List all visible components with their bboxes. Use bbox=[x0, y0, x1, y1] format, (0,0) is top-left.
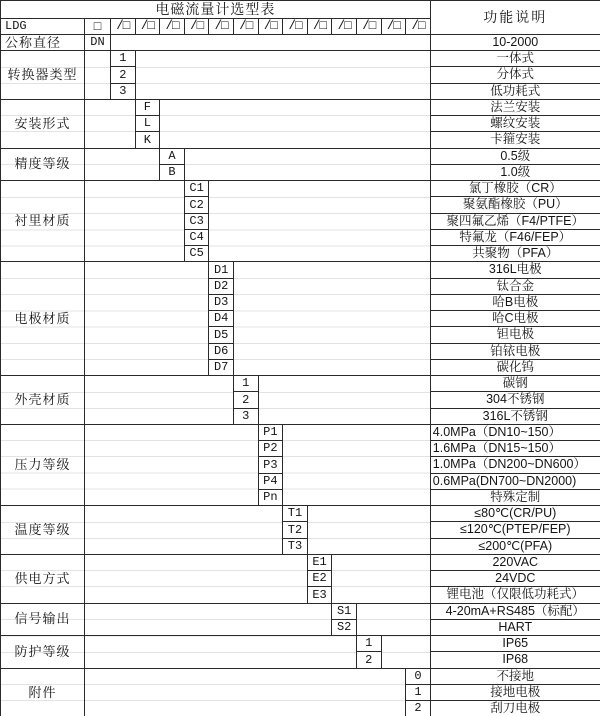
spacer-cell bbox=[85, 376, 234, 425]
option-desc: 4.0MPa（DN10~150） bbox=[430, 424, 600, 440]
option-code: 0 bbox=[406, 668, 431, 684]
option-desc: 钛合金 bbox=[430, 278, 600, 294]
spacer-cell bbox=[209, 181, 430, 262]
option-code: 1 bbox=[356, 636, 381, 652]
option-desc: 卡箍安装 bbox=[430, 132, 600, 148]
option-code: 1 bbox=[233, 376, 258, 392]
option-desc: 1.0MPa（DN200~DN600） bbox=[430, 457, 600, 473]
option-code: B bbox=[160, 164, 185, 180]
option-code: P3 bbox=[258, 457, 283, 473]
model-slash-box: /□ bbox=[135, 18, 160, 34]
option-code: 2 bbox=[406, 701, 431, 716]
option-desc: 螺纹安装 bbox=[430, 116, 600, 132]
option-code: C3 bbox=[184, 213, 209, 229]
option-desc: 特殊定制 bbox=[430, 489, 600, 505]
option-code: D7 bbox=[209, 359, 234, 375]
spacer-cell bbox=[258, 376, 430, 425]
model-slash-box: /□ bbox=[381, 18, 406, 34]
option-code: D6 bbox=[209, 343, 234, 359]
option-desc: 24VDC bbox=[430, 571, 600, 587]
option-row bbox=[1, 554, 600, 570]
option-desc: 1.6MPa（DN15~150） bbox=[430, 441, 600, 457]
option-code: E1 bbox=[307, 554, 332, 570]
option-desc: 316L不锈钢 bbox=[430, 408, 600, 424]
option-code: K bbox=[135, 132, 160, 148]
spacer-cell bbox=[307, 506, 430, 555]
option-code: C4 bbox=[184, 229, 209, 245]
option-code: D2 bbox=[209, 278, 234, 294]
option-code: Pn bbox=[258, 489, 283, 505]
option-desc: 一体式 bbox=[430, 51, 600, 67]
spacer-cell bbox=[85, 99, 136, 148]
option-desc: 铂铱电极 bbox=[430, 343, 600, 359]
option-code: P2 bbox=[258, 441, 283, 457]
spacer-cell bbox=[184, 148, 430, 181]
option-desc: 哈B电极 bbox=[430, 294, 600, 310]
option-row bbox=[1, 668, 600, 684]
option-row bbox=[1, 376, 600, 392]
page-title: 电磁流量计选型表 bbox=[1, 1, 431, 19]
option-desc: 4-20mA+RS485（标配） bbox=[430, 603, 600, 619]
option-desc: IP65 bbox=[430, 636, 600, 652]
category-label: 温度等级 bbox=[1, 506, 85, 555]
option-row bbox=[1, 99, 600, 115]
model-slash-box: /□ bbox=[332, 18, 357, 34]
model-slash-box: /□ bbox=[356, 18, 381, 34]
option-desc: 0.6MPa(DN700~DN2000) bbox=[430, 473, 600, 489]
option-desc: 接地电极 bbox=[430, 684, 600, 700]
option-desc: 共聚物（PFA） bbox=[430, 246, 600, 262]
option-code: C1 bbox=[184, 181, 209, 197]
option-code: D1 bbox=[209, 262, 234, 278]
option-code: T3 bbox=[283, 538, 308, 554]
option-code: 2 bbox=[233, 392, 258, 408]
option-code: T1 bbox=[283, 506, 308, 522]
model-slash-box: /□ bbox=[209, 18, 234, 34]
spacer-cell bbox=[111, 34, 431, 50]
title-row bbox=[1, 1, 600, 19]
option-code: C5 bbox=[184, 246, 209, 262]
option-row bbox=[1, 603, 600, 619]
category-label: 安装形式 bbox=[1, 99, 85, 148]
diameter-row bbox=[1, 34, 600, 50]
spacer-cell bbox=[85, 636, 357, 669]
option-code: 2 bbox=[356, 652, 381, 668]
option-desc: 不接地 bbox=[430, 668, 600, 684]
option-code: 3 bbox=[111, 83, 136, 99]
category-label: 压力等级 bbox=[1, 424, 85, 505]
category-label: 精度等级 bbox=[1, 148, 85, 181]
option-code: E2 bbox=[307, 571, 332, 587]
category-label: 电极材质 bbox=[1, 262, 85, 376]
spacer-cell bbox=[85, 424, 259, 505]
option-row bbox=[1, 262, 600, 278]
spacer-cell bbox=[85, 603, 332, 636]
option-desc: ≤120℃(PTEP/FEP) bbox=[430, 522, 600, 538]
option-code: 1 bbox=[406, 684, 431, 700]
spacer-cell bbox=[85, 181, 185, 262]
option-desc: IP68 bbox=[430, 652, 600, 668]
spacer-cell bbox=[85, 148, 160, 181]
model-slash-box: /□ bbox=[184, 18, 209, 34]
spacer-cell bbox=[160, 99, 431, 148]
option-code: L bbox=[135, 116, 160, 132]
option-code: S2 bbox=[332, 619, 357, 635]
option-row bbox=[1, 506, 600, 522]
option-desc: 碳钢 bbox=[430, 376, 600, 392]
option-code: D5 bbox=[209, 327, 234, 343]
option-desc: 聚氨酯橡胶（PU） bbox=[430, 197, 600, 213]
option-code: 3 bbox=[233, 408, 258, 424]
option-desc: ≤200℃(PFA) bbox=[430, 538, 600, 554]
model-slash-box: /□ bbox=[258, 18, 283, 34]
option-code: T2 bbox=[283, 522, 308, 538]
option-desc: ≤80℃(CR/PU) bbox=[430, 506, 600, 522]
spacer-cell bbox=[356, 603, 430, 636]
spacer-cell bbox=[283, 424, 431, 505]
option-code: 2 bbox=[111, 67, 136, 83]
option-desc: 聚四氟乙烯（F4/PTFE） bbox=[430, 213, 600, 229]
spacer-cell bbox=[85, 262, 209, 376]
option-desc: 法兰安装 bbox=[430, 99, 600, 115]
option-desc: 刮刀电极 bbox=[430, 701, 600, 716]
spacer-cell bbox=[85, 506, 283, 555]
option-code: E3 bbox=[307, 587, 332, 603]
spacer-cell bbox=[85, 554, 308, 603]
model-slash-box: /□ bbox=[233, 18, 258, 34]
option-desc: 220VAC bbox=[430, 554, 600, 570]
model-slash-box: /□ bbox=[160, 18, 185, 34]
option-code: A bbox=[160, 148, 185, 164]
option-code: DN bbox=[85, 34, 111, 50]
option-desc: 低功耗式 bbox=[430, 83, 600, 99]
option-code: S1 bbox=[332, 603, 357, 619]
spacer-cell bbox=[233, 262, 430, 376]
model-slash-box: /□ bbox=[406, 18, 431, 34]
option-code: P1 bbox=[258, 424, 283, 440]
option-code: P4 bbox=[258, 473, 283, 489]
option-row bbox=[1, 148, 600, 164]
spacer-cell bbox=[85, 668, 406, 716]
option-desc: 1.0级 bbox=[430, 164, 600, 180]
option-desc: 锂电池（仅限低功耗式） bbox=[430, 587, 600, 603]
option-desc: HART bbox=[430, 619, 600, 635]
model-slash-box: /□ bbox=[283, 18, 308, 34]
option-code: D4 bbox=[209, 311, 234, 327]
category-label: 信号输出 bbox=[1, 603, 85, 636]
category-label: 防护等级 bbox=[1, 636, 85, 669]
option-desc: 氯丁橡胶（CR） bbox=[430, 181, 600, 197]
option-row bbox=[1, 424, 600, 440]
option-desc: 分体式 bbox=[430, 67, 600, 83]
option-desc: 0.5级 bbox=[430, 148, 600, 164]
option-desc: 10-2000 bbox=[430, 34, 600, 50]
option-code: 1 bbox=[111, 51, 136, 67]
model-box: □ bbox=[85, 18, 111, 34]
option-desc: 特氟龙（F46/FEP） bbox=[430, 229, 600, 245]
category-label: 附件 bbox=[1, 668, 85, 716]
option-row bbox=[1, 181, 600, 197]
category-label: 公称直径 bbox=[1, 34, 85, 50]
spacer-cell bbox=[381, 636, 430, 669]
category-label: 外壳材质 bbox=[1, 376, 85, 425]
spacer-cell bbox=[135, 51, 430, 100]
option-desc: 碳化钨 bbox=[430, 359, 600, 375]
option-code: C2 bbox=[184, 197, 209, 213]
option-desc: 304不锈钢 bbox=[430, 392, 600, 408]
option-code: D3 bbox=[209, 294, 234, 310]
model-slash-box: /□ bbox=[111, 18, 136, 34]
option-desc: 钽电极 bbox=[430, 327, 600, 343]
spacer-cell bbox=[332, 554, 430, 603]
option-row bbox=[1, 636, 600, 652]
function-header: 功能说明 bbox=[430, 1, 600, 35]
option-desc: 316L电极 bbox=[430, 262, 600, 278]
option-desc: 哈C电极 bbox=[430, 311, 600, 327]
model-prefix: LDG bbox=[1, 18, 85, 34]
model-slash-box: /□ bbox=[307, 18, 332, 34]
option-row bbox=[1, 51, 600, 67]
category-label: 转换器类型 bbox=[1, 51, 85, 100]
category-label: 衬里材质 bbox=[1, 181, 85, 262]
option-code: F bbox=[135, 99, 160, 115]
category-label: 供电方式 bbox=[1, 554, 85, 603]
spacer-cell bbox=[85, 51, 111, 100]
